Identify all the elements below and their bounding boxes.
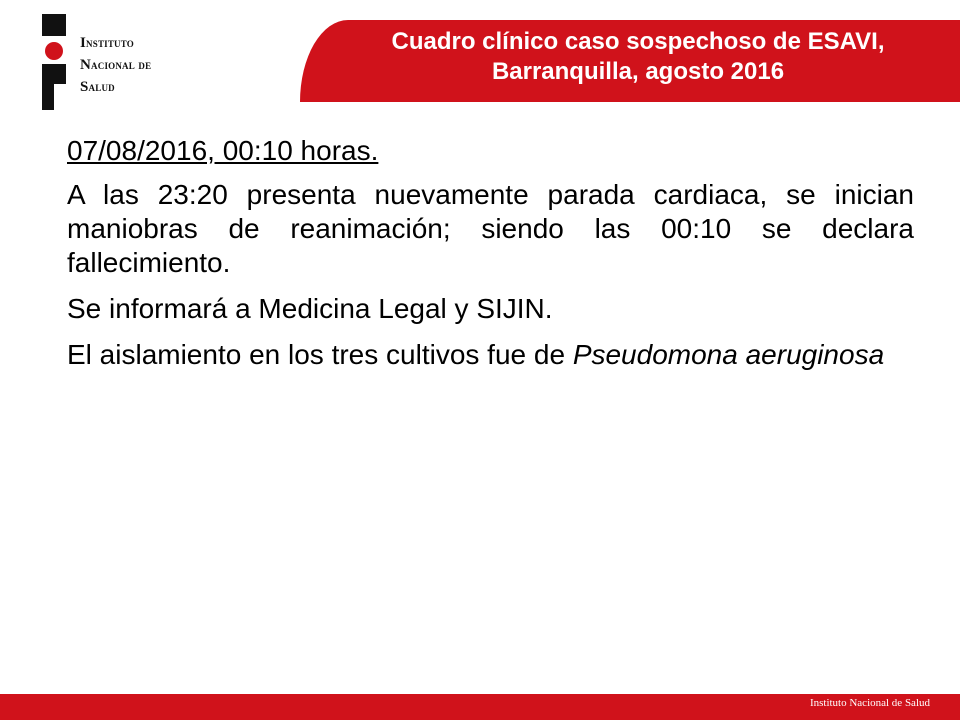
slide-title xyxy=(318,27,958,87)
institution-logo xyxy=(40,14,190,110)
organism-name: Pseudomona aeruginosa xyxy=(572,339,885,370)
isolation-text: El aislamiento en los tres cultivos fue de xyxy=(67,339,566,370)
ins-logo-mark-icon xyxy=(40,14,68,110)
slide-title-line-1: Cuadro clínico caso sospechoso de ESAVI, xyxy=(391,28,885,55)
footer-label: Instituto Nacional de Salud xyxy=(809,697,930,709)
slide-title-line-2: Barranquilla, agosto 2016 xyxy=(491,58,785,85)
paragraph-isolation xyxy=(67,338,914,372)
date-time-line: 07/08/2016, 00:10 horas. xyxy=(67,135,379,166)
paragraph-cardiac-arrest: A las 23:20 presenta nuevamente parada cardiaca, se inician maniobras de reanimación; siendo las 00:10 se declara fallecimiento. xyxy=(67,179,914,278)
paragraph-notification: Se informará a Medicina Legal y SIJIN. xyxy=(67,293,553,324)
logo-wordmark xyxy=(80,32,151,98)
logo-line-1: Instituto xyxy=(80,35,135,51)
logo-line-2: Nacional de xyxy=(80,57,152,73)
slide-body xyxy=(67,134,914,384)
logo-line-3: Salud xyxy=(80,79,115,95)
